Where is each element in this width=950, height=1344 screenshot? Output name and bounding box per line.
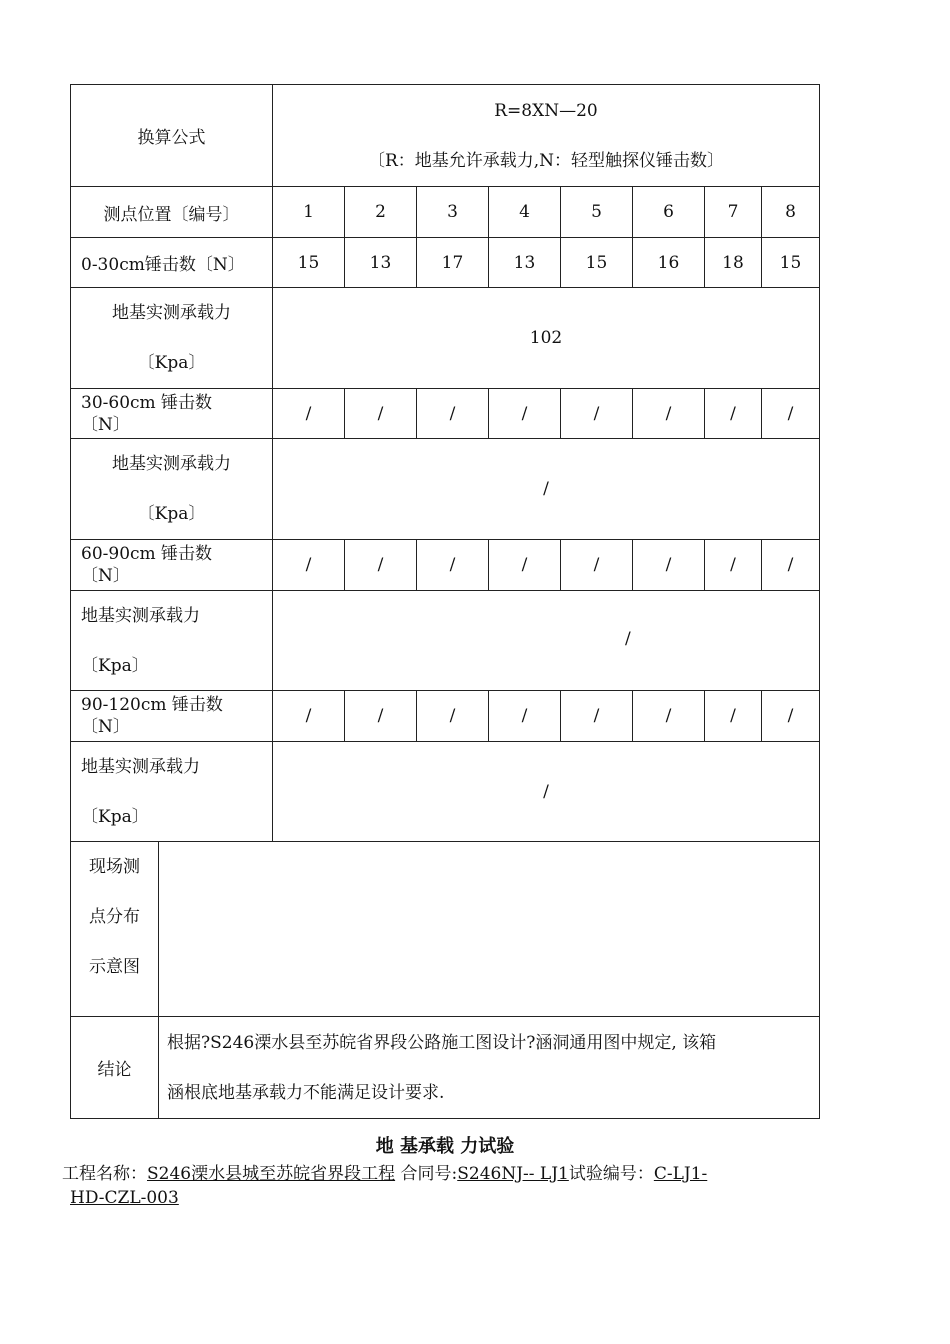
blow-30-60-8: / — [787, 403, 794, 424]
blow-60-90-6: / — [665, 555, 672, 575]
bearing-label-text: 地基实测承载力 — [112, 454, 231, 474]
blow-90-120-5: / — [593, 706, 600, 726]
blow-0-30-6: 16 — [657, 252, 680, 273]
row-0-30-label: 0-30cm锤击数〔N〕 — [81, 255, 245, 275]
blow-90-120-4: / — [521, 706, 528, 726]
blow-60-90-5: / — [593, 555, 600, 575]
blow-60-90-7: / — [730, 555, 736, 575]
bearing-value-60-90 — [273, 591, 950, 690]
bearing-value-90-120: / — [543, 781, 549, 802]
site-label-line-3: 示意图 — [89, 957, 140, 977]
bearing-unit-text: 〔Kpa〕 — [137, 353, 206, 373]
row-30-60-label-a: 30-60cm 锤击数 — [81, 392, 213, 413]
blow-30-60-5: / — [593, 403, 600, 424]
bearing-value-0-30: 102 — [529, 328, 563, 348]
project-info — [62, 1162, 832, 1210]
conclusion-text — [159, 1017, 819, 1118]
blow-0-30-4: 13 — [513, 252, 536, 273]
position-5: 5 — [591, 202, 602, 222]
blow-30-60-4: / — [521, 403, 528, 424]
project-label: 工程名称： — [62, 1164, 147, 1184]
row-30-60-label-b: 〔N〕 — [81, 414, 130, 435]
formula-text: R=8XN—20 — [494, 100, 598, 121]
blow-30-60-3: / — [449, 403, 456, 424]
row-90-120-label-b: 〔N〕 — [81, 717, 130, 737]
conclusion-line-1: 根据?S246溧水县至苏皖省界段公路施工图设计?涵洞通用图中规定, 该箱 — [167, 1032, 717, 1053]
contract-label: 合同号: — [400, 1164, 458, 1184]
blow-90-120-8: / — [787, 706, 794, 726]
blow-90-120-7: / — [730, 706, 736, 726]
position-label: 测点位置〔编号〕 — [103, 204, 240, 225]
test-value-continued: HD-CZL-003 — [70, 1188, 179, 1208]
blow-30-60-6: / — [665, 403, 672, 424]
row-60-90-label-a: 60-90cm 锤击数 — [81, 544, 213, 564]
conclusion-label: 结论 — [97, 1060, 132, 1080]
position-6: 6 — [663, 202, 674, 222]
formula-note: 〔R：地基允许承载力,N：轻型触探仪锤击数〕 — [367, 150, 725, 171]
blow-60-90-2: / — [377, 555, 384, 575]
site-label-line-1: 现场测 — [89, 857, 140, 877]
site-diagram-area — [159, 842, 819, 1016]
row-90-120-label-a: 90-120cm 锤击数 — [81, 695, 223, 715]
blow-90-120-6: / — [665, 706, 672, 726]
conclusion-line-2: 涵根底地基承载力不能满足设计要求. — [167, 1082, 445, 1103]
blow-0-30-8: 15 — [779, 252, 802, 273]
blow-0-30-3: 17 — [441, 252, 464, 273]
bearing-label-text: 地基实测承载力 — [81, 605, 200, 626]
bearing-unit-text: 〔Kpa〕 — [81, 655, 149, 676]
contract-value: S246NJ-- LJ1 — [457, 1164, 569, 1184]
bearing-label-60-90 — [71, 591, 272, 690]
blow-30-60-7: / — [730, 403, 736, 424]
blow-30-60-1: / — [305, 403, 312, 424]
bearing-label-text: 地基实测承载力 — [112, 303, 231, 323]
row-30-60-label — [71, 389, 272, 438]
bearing-label-90-120 — [71, 742, 272, 841]
project-value: S246溧水县城至苏皖省界段工程 — [147, 1164, 396, 1184]
bearing-value-60-90-text: / — [625, 629, 631, 649]
blow-0-30-7: 18 — [722, 252, 744, 273]
bearing-label-text: 地基实测承载力 — [81, 756, 200, 777]
position-3: 3 — [447, 202, 458, 222]
bearing-unit-text: 〔Kpa〕 — [81, 806, 149, 827]
document-title: 地 基承载 力试验 — [375, 1136, 515, 1157]
blow-0-30-5: 15 — [585, 252, 608, 273]
test-label: 试验编号： — [568, 1164, 654, 1184]
blow-60-90-3: / — [449, 555, 456, 575]
bearing-unit-text: 〔Kpa〕 — [137, 504, 206, 524]
blow-60-90-8: / — [787, 555, 794, 575]
bearing-test-table — [70, 84, 820, 1119]
site-diagram-label — [71, 842, 158, 1016]
row-60-90-label-b: 〔N〕 — [81, 566, 130, 586]
position-2: 2 — [375, 202, 386, 222]
formula-cell — [273, 85, 819, 186]
bearing-label-0-30 — [71, 288, 272, 388]
position-7: 7 — [727, 202, 739, 222]
formula-label: 换算公式 — [137, 128, 206, 148]
blow-60-90-4: / — [521, 555, 528, 575]
blow-90-120-3: / — [449, 706, 456, 726]
bearing-value-30-60: / — [543, 479, 549, 499]
site-label-line-2: 点分布 — [89, 907, 140, 927]
position-4: 4 — [519, 202, 530, 222]
position-8: 8 — [785, 202, 796, 222]
row-90-120-label — [71, 691, 272, 741]
test-value: C-LJ1- — [653, 1164, 708, 1184]
position-1: 1 — [303, 202, 314, 222]
row-60-90-label — [71, 540, 272, 590]
blow-30-60-2: / — [377, 403, 384, 424]
blow-90-120-2: / — [377, 706, 384, 726]
bearing-label-30-60 — [71, 439, 272, 539]
blow-90-120-1: / — [305, 706, 312, 726]
blow-0-30-1: 15 — [297, 252, 320, 273]
blow-0-30-2: 13 — [369, 252, 392, 273]
blow-60-90-1: / — [305, 555, 312, 575]
